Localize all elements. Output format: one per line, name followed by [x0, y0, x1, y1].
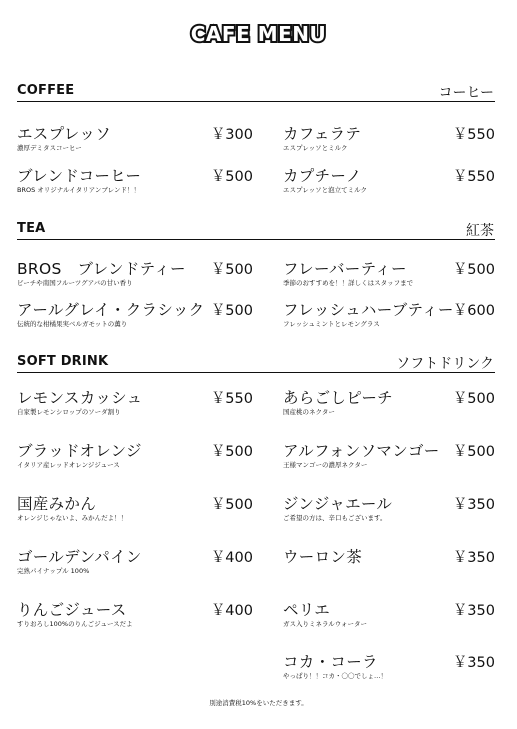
item-description: エスプレッソと泡立てミルク — [283, 186, 368, 194]
item-description: 国産桃のネクター — [283, 408, 335, 416]
item-name: 国産みかん — [17, 495, 97, 513]
item-description: 自家製レモンシロップのソーダ割り — [17, 408, 121, 416]
section-title-jp: ソフトドリンク — [396, 356, 494, 372]
item-name: レモンスカッシュ — [17, 389, 143, 407]
item-description: 完熟パイナップル 100% — [17, 567, 90, 575]
item-price: ￥400 — [210, 550, 253, 566]
item-price: ￥500 — [210, 303, 253, 319]
item-name: アールグレイ・クラシック — [17, 301, 205, 319]
section-header — [17, 221, 495, 240]
item-price: ￥500 — [452, 262, 495, 278]
item-price: ￥550 — [452, 169, 495, 185]
section-title-en: SOFT DRINK — [17, 354, 109, 369]
item-price: ￥550 — [210, 391, 253, 407]
item-description: イタリア産レッドオレンジジュース — [17, 461, 120, 469]
section-header — [17, 83, 495, 102]
item-name: ブラッドオレンジ — [17, 442, 142, 460]
item-name: ウーロン茶 — [283, 548, 363, 566]
item-name: あらごしピーチ — [283, 389, 393, 407]
item-description: オレンジじゃないよ、みかんだよ！！ — [17, 514, 128, 522]
item-price: ￥300 — [210, 127, 253, 143]
item-description: ご希望の方は、辛口もございます。 — [283, 514, 387, 522]
item-description: 王様マンゴーの濃厚ネクター — [283, 461, 368, 469]
item-name: フレッシュハーブティー — [283, 301, 454, 319]
section-title-jp: コーヒー — [438, 85, 494, 101]
item-price: ￥500 — [210, 497, 253, 513]
section-title-jp: 紅茶 — [466, 223, 494, 239]
item-name: コカ・コーラ — [283, 653, 378, 671]
item-description: 濃厚デミタスコーヒー — [17, 144, 82, 152]
item-name: BROS ブレンドティー — [17, 260, 186, 278]
item-description: 伝統的な柑橘果実ベルガモットの薫り — [17, 320, 128, 328]
item-description: フレッシュミントとレモングラス — [283, 320, 380, 328]
item-name: ブレンドコーヒー — [17, 167, 142, 185]
item-name: カプチーノ — [283, 167, 362, 185]
section-soft-drink — [17, 354, 495, 680]
item-description: BROS オリジナルイタリアンブレンド！！ — [17, 186, 140, 194]
item-price: ￥500 — [210, 169, 253, 185]
item-name: ペリエ — [283, 601, 331, 619]
tax-note: 別途消費税10%をいただきます。 — [209, 699, 308, 707]
item-price: ￥350 — [452, 603, 495, 619]
item-price: ￥350 — [452, 655, 495, 671]
section-header — [17, 354, 495, 373]
section-title-en: TEA — [17, 221, 46, 236]
menu-title: CAFE MENU — [190, 22, 327, 46]
item-price: ￥500 — [452, 444, 495, 460]
section-tea — [17, 221, 495, 328]
section-coffee — [17, 83, 495, 194]
item-price: ￥600 — [452, 303, 495, 319]
item-price: ￥400 — [210, 603, 253, 619]
item-description: エスプレッソとミルク — [283, 144, 348, 152]
item-name: フレーバーティー — [283, 260, 407, 278]
item-description: ガス入りミネラルウォーター — [283, 620, 368, 628]
item-name: エスプレッソ — [17, 125, 112, 143]
item-description: 季節のおすすめを！！詳しくはスタッフまで — [283, 279, 414, 287]
item-name: りんごジュース — [17, 601, 127, 619]
section-title-en: COFFEE — [17, 83, 75, 98]
item-name: アルフォンソマンゴー — [283, 442, 440, 460]
item-name: ジンジャエール — [283, 495, 393, 513]
item-price: ￥500 — [210, 444, 253, 460]
item-price: ￥550 — [452, 127, 495, 143]
item-price: ￥500 — [210, 262, 253, 278]
item-description: やっぱり！！コカ・〇〇でしょ…！ — [283, 672, 387, 680]
item-price: ￥500 — [452, 391, 495, 407]
item-description: すりおろし100%のりんごジュースだよ — [17, 620, 133, 628]
item-name: ゴールデンパイン — [17, 548, 142, 566]
item-description: ピーチや南国フルーツグアバの甘い香り — [17, 279, 133, 287]
item-price: ￥350 — [452, 550, 495, 566]
item-price: ￥350 — [452, 497, 495, 513]
item-name: カフェラテ — [283, 125, 362, 143]
